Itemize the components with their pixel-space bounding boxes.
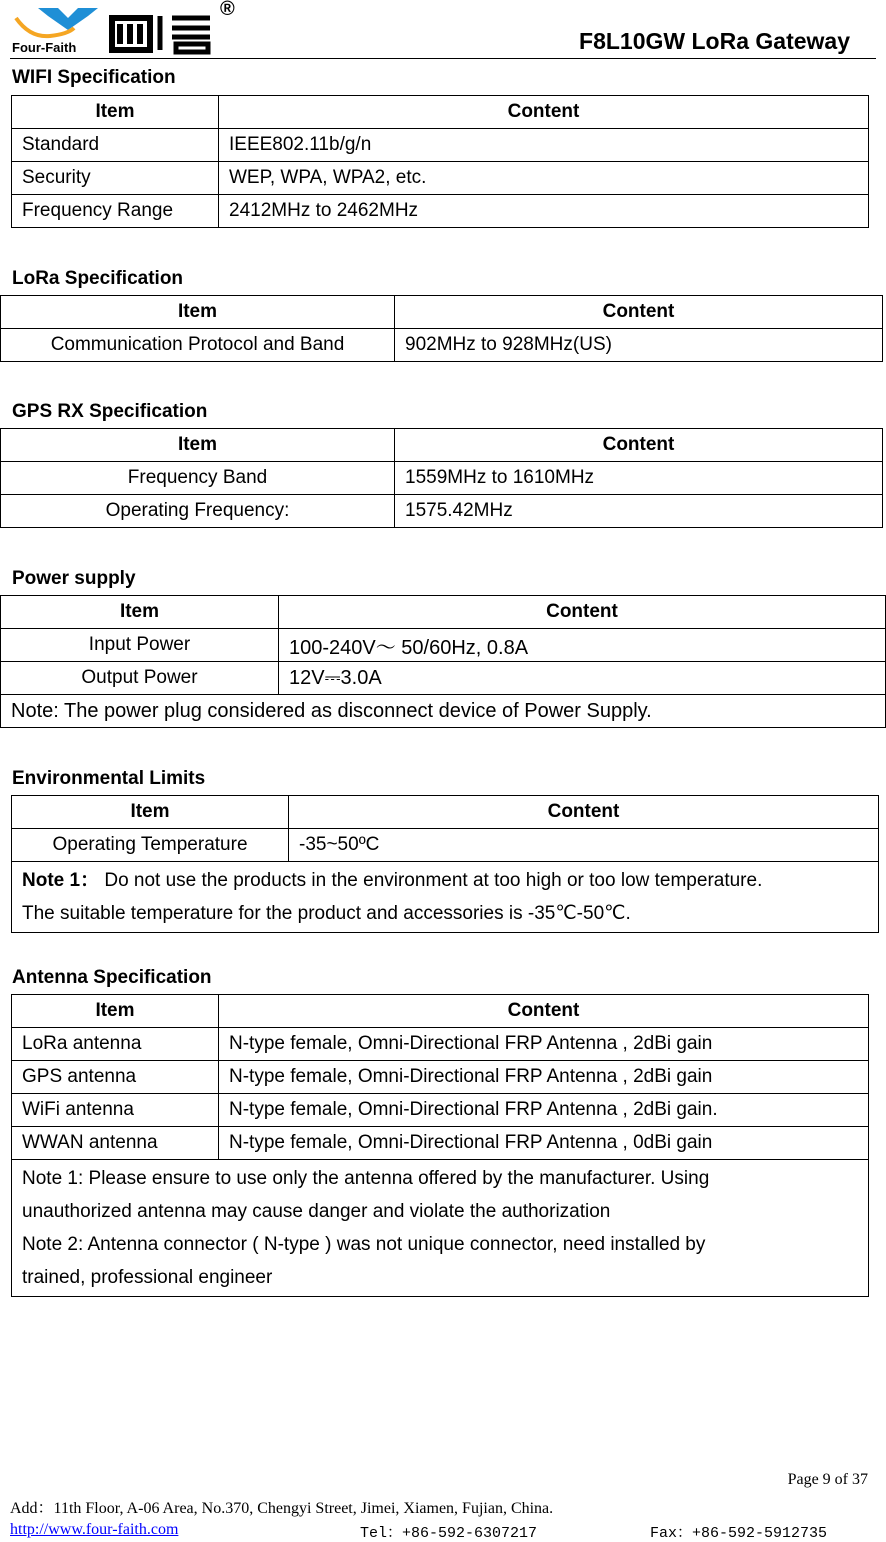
cell-content: N-type female, Omni-Directional FRP Antenna , 2dBi gain bbox=[219, 1061, 869, 1094]
cell-content: N-type female, Omni-Directional FRP Antenna , 2dBi gain bbox=[219, 1028, 869, 1061]
website-link[interactable]: http://www.four-faith.com bbox=[10, 1521, 179, 1538]
gps-section-title: GPS RX Specification bbox=[12, 401, 208, 422]
cell-item: Communication Protocol and Band bbox=[1, 329, 395, 362]
note-line2: The suitable temperature for the product and accessories is -35℃-50℃. bbox=[22, 903, 631, 924]
note-line1: Do not use the products in the environment at too high or too low temperature. bbox=[99, 870, 763, 891]
lora-table bbox=[0, 295, 883, 362]
table-header-row bbox=[1, 296, 883, 329]
table-row bbox=[12, 1094, 869, 1127]
cell-item: Frequency Band bbox=[1, 462, 395, 495]
cell-content: N-type female, Omni-Directional FRP Antenna , 0dBi gain bbox=[219, 1127, 869, 1160]
table-row bbox=[12, 162, 869, 195]
power-section-title: Power supply bbox=[12, 568, 136, 589]
env-table bbox=[11, 795, 879, 933]
cell-item: WWAN antenna bbox=[12, 1127, 219, 1160]
cell-content: N-type female, Omni-Directional FRP Antenna , 2dBi gain. bbox=[219, 1094, 869, 1127]
antenna-section-title: Antenna Specification bbox=[12, 967, 212, 988]
page-number: Page 9 of 37 bbox=[787, 1471, 868, 1488]
col-item: Item bbox=[12, 796, 289, 829]
cell-content: 1559MHz to 1610MHz bbox=[395, 462, 883, 495]
col-item: Item bbox=[12, 96, 219, 129]
col-item: Item bbox=[1, 296, 395, 329]
cell-content: IEEE802.11b/g/n bbox=[219, 129, 869, 162]
col-content: Content bbox=[395, 296, 883, 329]
col-content: Content bbox=[289, 796, 879, 829]
col-content: Content bbox=[219, 96, 869, 129]
footer-address: Add：11th Floor, A-06 Area, No.370, Chengyi Street, Jimei, Xiamen, Fujian, China. bbox=[10, 1500, 554, 1517]
table-row bbox=[1, 662, 886, 695]
col-item: Item bbox=[1, 429, 395, 462]
lora-section-title: LoRa Specification bbox=[12, 268, 184, 289]
note-1b: unauthorized antenna may cause danger and violate the authorization bbox=[22, 1201, 611, 1222]
power-table bbox=[0, 595, 886, 728]
table-row bbox=[12, 1028, 869, 1061]
table-row bbox=[12, 195, 869, 228]
table-row bbox=[12, 1061, 869, 1094]
col-content: Content bbox=[219, 995, 869, 1028]
cell-content: WEP, WPA, WPA2, etc. bbox=[219, 162, 869, 195]
table-row bbox=[1, 629, 886, 662]
logo-text: Four-Faith bbox=[12, 40, 77, 55]
header-divider bbox=[10, 58, 876, 59]
footer-tel: Tel：+86-592-6307217 bbox=[360, 1525, 538, 1542]
table-header-row bbox=[12, 995, 869, 1028]
cell-content: 12V⎓3.0A bbox=[279, 662, 886, 695]
cell-content: 1575.42MHz bbox=[395, 495, 883, 528]
cell-content: 100-240V～ 50/60Hz, 0.8A bbox=[279, 629, 886, 662]
col-item: Item bbox=[12, 995, 219, 1028]
table-header-row bbox=[12, 96, 869, 129]
cell-item: Standard bbox=[12, 129, 219, 162]
cell-item: Frequency Range bbox=[12, 195, 219, 228]
table-row bbox=[1, 329, 883, 362]
wifi-section-title: WIFI Specification bbox=[12, 67, 176, 88]
page-header bbox=[0, 0, 886, 60]
cell-item: GPS antenna bbox=[12, 1061, 219, 1094]
cell-item: LoRa antenna bbox=[12, 1028, 219, 1061]
env-note bbox=[12, 862, 879, 933]
wifi-table bbox=[11, 95, 869, 228]
antenna-notes bbox=[12, 1160, 869, 1297]
table-header-row bbox=[12, 796, 879, 829]
note-1a: Note 1: Please ensure to use only the antenna offered by the manufacturer. Using bbox=[22, 1168, 710, 1189]
cell-item: Security bbox=[12, 162, 219, 195]
table-header-row bbox=[1, 596, 886, 629]
table-row bbox=[12, 1127, 869, 1160]
table-note-row bbox=[12, 862, 879, 933]
table-row bbox=[1, 495, 883, 528]
col-item: Item bbox=[1, 596, 279, 629]
registered-mark: ® bbox=[220, 0, 235, 20]
col-content: Content bbox=[279, 596, 886, 629]
table-row bbox=[12, 829, 879, 862]
table-note-row bbox=[12, 1160, 869, 1297]
antenna-table bbox=[11, 994, 869, 1297]
table-row bbox=[12, 129, 869, 162]
cell-item: WiFi antenna bbox=[12, 1094, 219, 1127]
table-row bbox=[1, 462, 883, 495]
note-2a: Note 2: Antenna connector ( N-type ) was not unique connector, need installed by bbox=[22, 1234, 706, 1255]
table-note-row bbox=[1, 695, 886, 728]
cell-item: Input Power bbox=[1, 629, 279, 662]
col-content: Content bbox=[395, 429, 883, 462]
env-section-title: Environmental Limits bbox=[12, 768, 206, 789]
cell-content: -35~50ºC bbox=[289, 829, 879, 862]
cell-item: Output Power bbox=[1, 662, 279, 695]
footer-fax: Fax：+86-592-5912735 bbox=[650, 1525, 828, 1542]
cell-content: 2412MHz to 2462MHz bbox=[219, 195, 869, 228]
cell-item: Operating Frequency: bbox=[1, 495, 395, 528]
cell-content: 902MHz to 928MHz(US) bbox=[395, 329, 883, 362]
gps-table bbox=[0, 428, 883, 528]
table-header-row bbox=[1, 429, 883, 462]
cell-item: Operating Temperature bbox=[12, 829, 289, 862]
note-2b: trained, professional engineer bbox=[22, 1267, 273, 1288]
note-label: Note 1： bbox=[22, 870, 100, 891]
document-title: F8L10GW LoRa Gateway bbox=[579, 28, 850, 54]
power-note: Note: The power plug considered as disconnect device of Power Supply. bbox=[1, 695, 886, 728]
